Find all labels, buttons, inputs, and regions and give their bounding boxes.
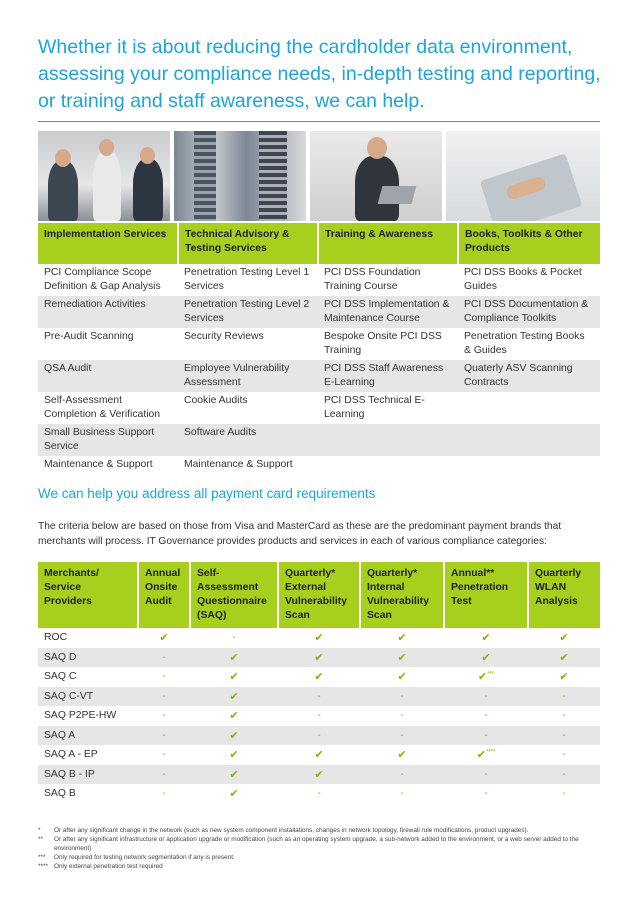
check-icon: ✔ — [159, 632, 169, 645]
photo-strip — [38, 131, 600, 221]
table-row — [38, 667, 600, 687]
footnote-mark: * — [38, 827, 41, 834]
check-icon: ✔ — [314, 632, 324, 645]
footnote-mark: **** — [38, 863, 48, 870]
table-row — [38, 687, 600, 707]
table-cell: PCI DSS Foundation Training Course — [324, 267, 421, 292]
table-row — [38, 765, 600, 785]
services-header: Training & Awareness — [318, 223, 458, 264]
dash-cell: - — [528, 726, 600, 746]
merchant-level-cell: SAQ C — [44, 671, 77, 683]
merchant-level-cell: SAQ B — [44, 788, 76, 800]
table-cell: PCI DSS Technical E-Learning — [324, 395, 425, 420]
intro-paragraph: The criteria below are based on those from Visa and MasterCard as these are the predominant payment brands that merchants will process. IT Governance provides products and services in each of various compliance categories: — [38, 521, 562, 547]
check-icon: ✔ — [559, 671, 569, 684]
check-icon: ✔ — [190, 648, 278, 668]
section-title: We can help you address all payment card requirements — [38, 486, 376, 501]
services-header: Books, Toolkits & Other Products — [458, 223, 600, 264]
table-cell: PCI Compliance Scope Definition & Gap Analysis — [44, 267, 161, 292]
check-icon: ✔ — [528, 648, 600, 668]
table-row — [38, 628, 600, 648]
check-icon: ✔ — [559, 632, 569, 645]
merchant-level-cell: SAQ C-VT — [38, 687, 138, 707]
check-icon: ✔ — [229, 749, 239, 762]
table-cell: Small Business Support Service — [38, 424, 178, 456]
merchant-level-cell: SAQ A — [38, 726, 138, 746]
dash-cell: - — [317, 710, 321, 722]
dash-cell: - — [528, 765, 600, 785]
table-cell: Security Reviews — [184, 331, 264, 342]
requirements-header: Quarterly* Internal Vulnerability Scan — [360, 562, 444, 628]
services-table — [38, 223, 600, 474]
tablet-hands-photo — [446, 131, 600, 221]
dash-cell: - — [278, 687, 360, 707]
table-cell — [458, 456, 600, 474]
table-row — [38, 328, 600, 360]
footnote — [38, 835, 603, 853]
check-icon: ✔ — [397, 632, 407, 645]
table-cell: Penetration Testing Level 2 Services — [178, 296, 318, 328]
dash-cell: - — [162, 788, 166, 800]
dash-cell: - — [562, 788, 566, 800]
dash-cell: - — [232, 632, 236, 644]
dash-cell: - — [484, 788, 488, 800]
merchant-level-cell: ROC — [44, 632, 68, 644]
check-icon: ✔ — [229, 710, 239, 723]
merchant-level-cell: SAQ A - EP — [44, 749, 98, 761]
table-cell: Penetration Testing Level 1 Services — [184, 267, 310, 292]
dash-cell: - — [562, 749, 566, 761]
table-row — [38, 706, 600, 726]
requirements-table — [38, 562, 600, 804]
table-cell: Maintenance & Support — [44, 459, 153, 470]
footnotes — [38, 826, 603, 871]
table-cell: PCI DSS Staff Awareness E-Learning — [318, 360, 458, 392]
footnote-text: Only external penetration test required — [54, 863, 163, 870]
table-row — [38, 296, 600, 328]
headline-divider — [38, 121, 600, 122]
table-row — [38, 745, 600, 765]
table-row — [38, 392, 600, 424]
dash-cell: - — [317, 788, 321, 800]
table-row — [38, 648, 600, 668]
dash-cell: - — [138, 726, 190, 746]
server-room-photo — [174, 131, 306, 221]
footnote — [38, 826, 603, 835]
requirements-header: Quarterly WLAN Analysis — [528, 562, 600, 628]
dash-cell: - — [360, 687, 444, 707]
check-icon: ✔ — [360, 648, 444, 668]
table-cell: Quaterly ASV Scanning Contracts — [458, 360, 600, 392]
table-cell: QSA Audit — [38, 360, 178, 392]
footnote — [38, 853, 603, 862]
table-cell: Self-Assessment Completion & Verification — [44, 395, 161, 420]
check-icon: ✔ — [278, 765, 360, 785]
requirements-header: Annual** Penetration Test — [444, 562, 528, 628]
dash-cell: - — [444, 687, 528, 707]
table-row — [38, 264, 600, 296]
check-icon: ✔ — [190, 726, 278, 746]
dash-cell: - — [138, 687, 190, 707]
dash-cell: - — [138, 765, 190, 785]
check-icon: ✔ — [314, 749, 324, 762]
table-cell: PCI DSS Implementation & Maintenance Course — [318, 296, 458, 328]
merchant-level-cell: SAQ D — [38, 648, 138, 668]
dash-cell: - — [162, 749, 166, 761]
check-icon: ✔ — [481, 632, 491, 645]
table-cell — [318, 424, 458, 456]
table-row — [38, 726, 600, 746]
business-meeting-photo — [38, 131, 170, 221]
table-cell: Remediation Activities — [38, 296, 178, 328]
dash-cell: - — [562, 710, 566, 722]
dash-cell: - — [444, 765, 528, 785]
check-icon: ✔ — [397, 749, 407, 762]
dash-cell: - — [162, 671, 166, 683]
check-icon: ✔ — [314, 671, 324, 684]
footnote-text: Only required for testing network segmentation if any is present. — [54, 854, 235, 861]
dash-cell: - — [162, 710, 166, 722]
check-icon: ✔**** — [476, 749, 496, 762]
table-cell: Pre-Audit Scanning — [44, 331, 134, 342]
table-cell — [318, 456, 458, 474]
services-header: Technical Advisory & Testing Services — [178, 223, 318, 264]
check-icon: ✔ — [229, 671, 239, 684]
footnote-text: Or after any significant change in the network (such as new system component installations, changes in network topology, firewall rule modifications, product upgrades). — [54, 827, 529, 834]
dash-cell: - — [360, 765, 444, 785]
requirements-body — [38, 628, 600, 804]
requirements-header-row — [38, 562, 600, 628]
table-cell: PCI DSS Documentation & Compliance Toolkits — [458, 296, 600, 328]
services-header-row — [38, 223, 600, 264]
table-cell: Bespoke Onsite PCI DSS Training — [324, 331, 442, 356]
footnote — [38, 862, 603, 871]
check-icon: ✔ — [397, 671, 407, 684]
footnote-ref: *** — [487, 671, 495, 678]
headline: Whether it is about reducing the cardholder data environment, assessing your compliance needs, in-depth testing and reporting, or training and staff awareness, we can help. — [38, 36, 601, 112]
check-icon: ✔ — [278, 648, 360, 668]
table-cell: PCI DSS Books & Pocket Guides — [464, 267, 582, 292]
businessman-laptop-photo — [310, 131, 442, 221]
footnote-mark: *** — [38, 854, 46, 861]
dash-cell: - — [360, 726, 444, 746]
table-cell: Cookie Audits — [184, 395, 248, 406]
table-cell: Software Audits — [178, 424, 318, 456]
footnote-mark: ** — [38, 836, 43, 843]
footnote-ref: **** — [485, 749, 496, 756]
dash-cell: - — [444, 726, 528, 746]
table-row — [38, 360, 600, 392]
table-cell: Penetration Testing Books & Guides — [464, 331, 585, 356]
check-icon: ✔ — [229, 788, 239, 801]
dash-cell: - — [400, 710, 404, 722]
table-row — [38, 424, 600, 456]
merchant-level-cell: SAQ P2PE-HW — [44, 710, 117, 722]
table-row — [38, 784, 600, 804]
table-cell — [458, 424, 600, 456]
requirements-header: Merchants/ Service Providers — [38, 562, 138, 628]
dash-cell: - — [528, 687, 600, 707]
table-row — [38, 456, 600, 474]
check-icon: ✔*** — [477, 671, 495, 684]
requirements-header: Quarterly* External Vulnerability Scan — [278, 562, 360, 628]
services-header: Implementation Services — [38, 223, 178, 264]
check-icon: ✔ — [190, 765, 278, 785]
table-cell: Employee Vulnerability Assessment — [178, 360, 318, 392]
footnote-text: Or after any significant infrastructure or application upgrade or modification (such as an operating system upgrade, a sub-network added to the environment, or a web server added to the environment) — [54, 836, 579, 852]
dash-cell: - — [138, 648, 190, 668]
check-icon: ✔ — [444, 648, 528, 668]
table-cell: Maintenance & Support — [184, 459, 293, 470]
dash-cell: - — [278, 726, 360, 746]
requirements-header: Self-Assessment Questionnaire (SAQ) — [190, 562, 278, 628]
dash-cell: - — [400, 788, 404, 800]
dash-cell: - — [484, 710, 488, 722]
check-icon: ✔ — [190, 687, 278, 707]
merchant-level-cell: SAQ B - IP — [38, 765, 138, 785]
table-cell — [458, 392, 600, 424]
requirements-header: Annual Onsite Audit — [138, 562, 190, 628]
